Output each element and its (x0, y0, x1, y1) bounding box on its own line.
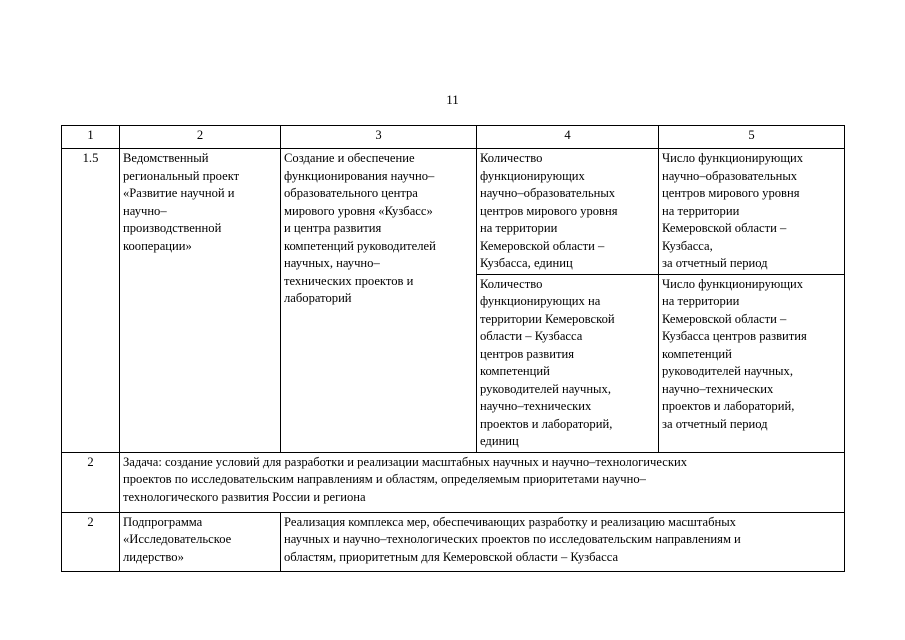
header-cell-3: 3 (281, 126, 477, 149)
project-goal-cell: Создание и обеспечение функционирования научно– образовательного центра мирового уровня «Кузбасс» и центра развития компетенций руководителей научных, научно– технических проектов и лабораторий (281, 149, 477, 453)
project-name-cell: Ведомственный региональный проект «Развитие научной и научно– производственной кооперации» (120, 149, 281, 453)
indicators-table (61, 125, 845, 572)
header-cell-2: 2 (120, 126, 281, 149)
task-text-cell: Задача: создание условий для разработки и реализации масштабных научных и научно–технологических проектов по исследовательским направлениям и областям, определяемым приоритетами научно– технологического развития России и региона (120, 452, 845, 512)
page-number: 11 (446, 92, 459, 107)
row-number-subprogram: 2 (62, 512, 120, 571)
header-cell-4: 4 (477, 126, 659, 149)
table-row-1-5-first (62, 149, 845, 275)
subprogram-name-cell: Подпрограмма «Исследовательское лидерство» (120, 512, 281, 571)
row-number-task: 2 (62, 452, 120, 512)
table-row-subprogram (62, 512, 845, 571)
indicator-2-name-cell: Количество функционирующих на территории Кемеровской области – Кузбасса центров развития компетенций руководителей научных, научно–технических проектов и лабораторий, единиц (477, 274, 659, 452)
subprogram-text-cell: Реализация комплекса мер, обеспечивающих разработку и реализацию масштабных научных и научно–технологических проектов по исследовательским направлениям и областям, приоритетным для Кемеровской области – Кузбасса (281, 512, 845, 571)
header-cell-5: 5 (659, 126, 845, 149)
row-number-1-5: 1.5 (62, 149, 120, 453)
indicator-2-method-cell: Число функционирующих на территории Кемеровской области – Кузбасса центров развития компетенций руководителей научных, научно–технических проектов и лабораторий, за отчетный период (659, 274, 845, 452)
indicator-1-name-cell: Количество функционирующих научно–образовательных центров мирового уровня на территории Кемеровской области – Кузбасса, единиц (477, 149, 659, 275)
indicator-1-method-cell: Число функционирующих научно–образовательных центров мирового уровня на территории Кемеровской области – Кузбасса, за отчетный период (659, 149, 845, 275)
header-cell-1: 1 (62, 126, 120, 149)
table-header-row (62, 126, 845, 149)
table-row-task (62, 452, 845, 512)
